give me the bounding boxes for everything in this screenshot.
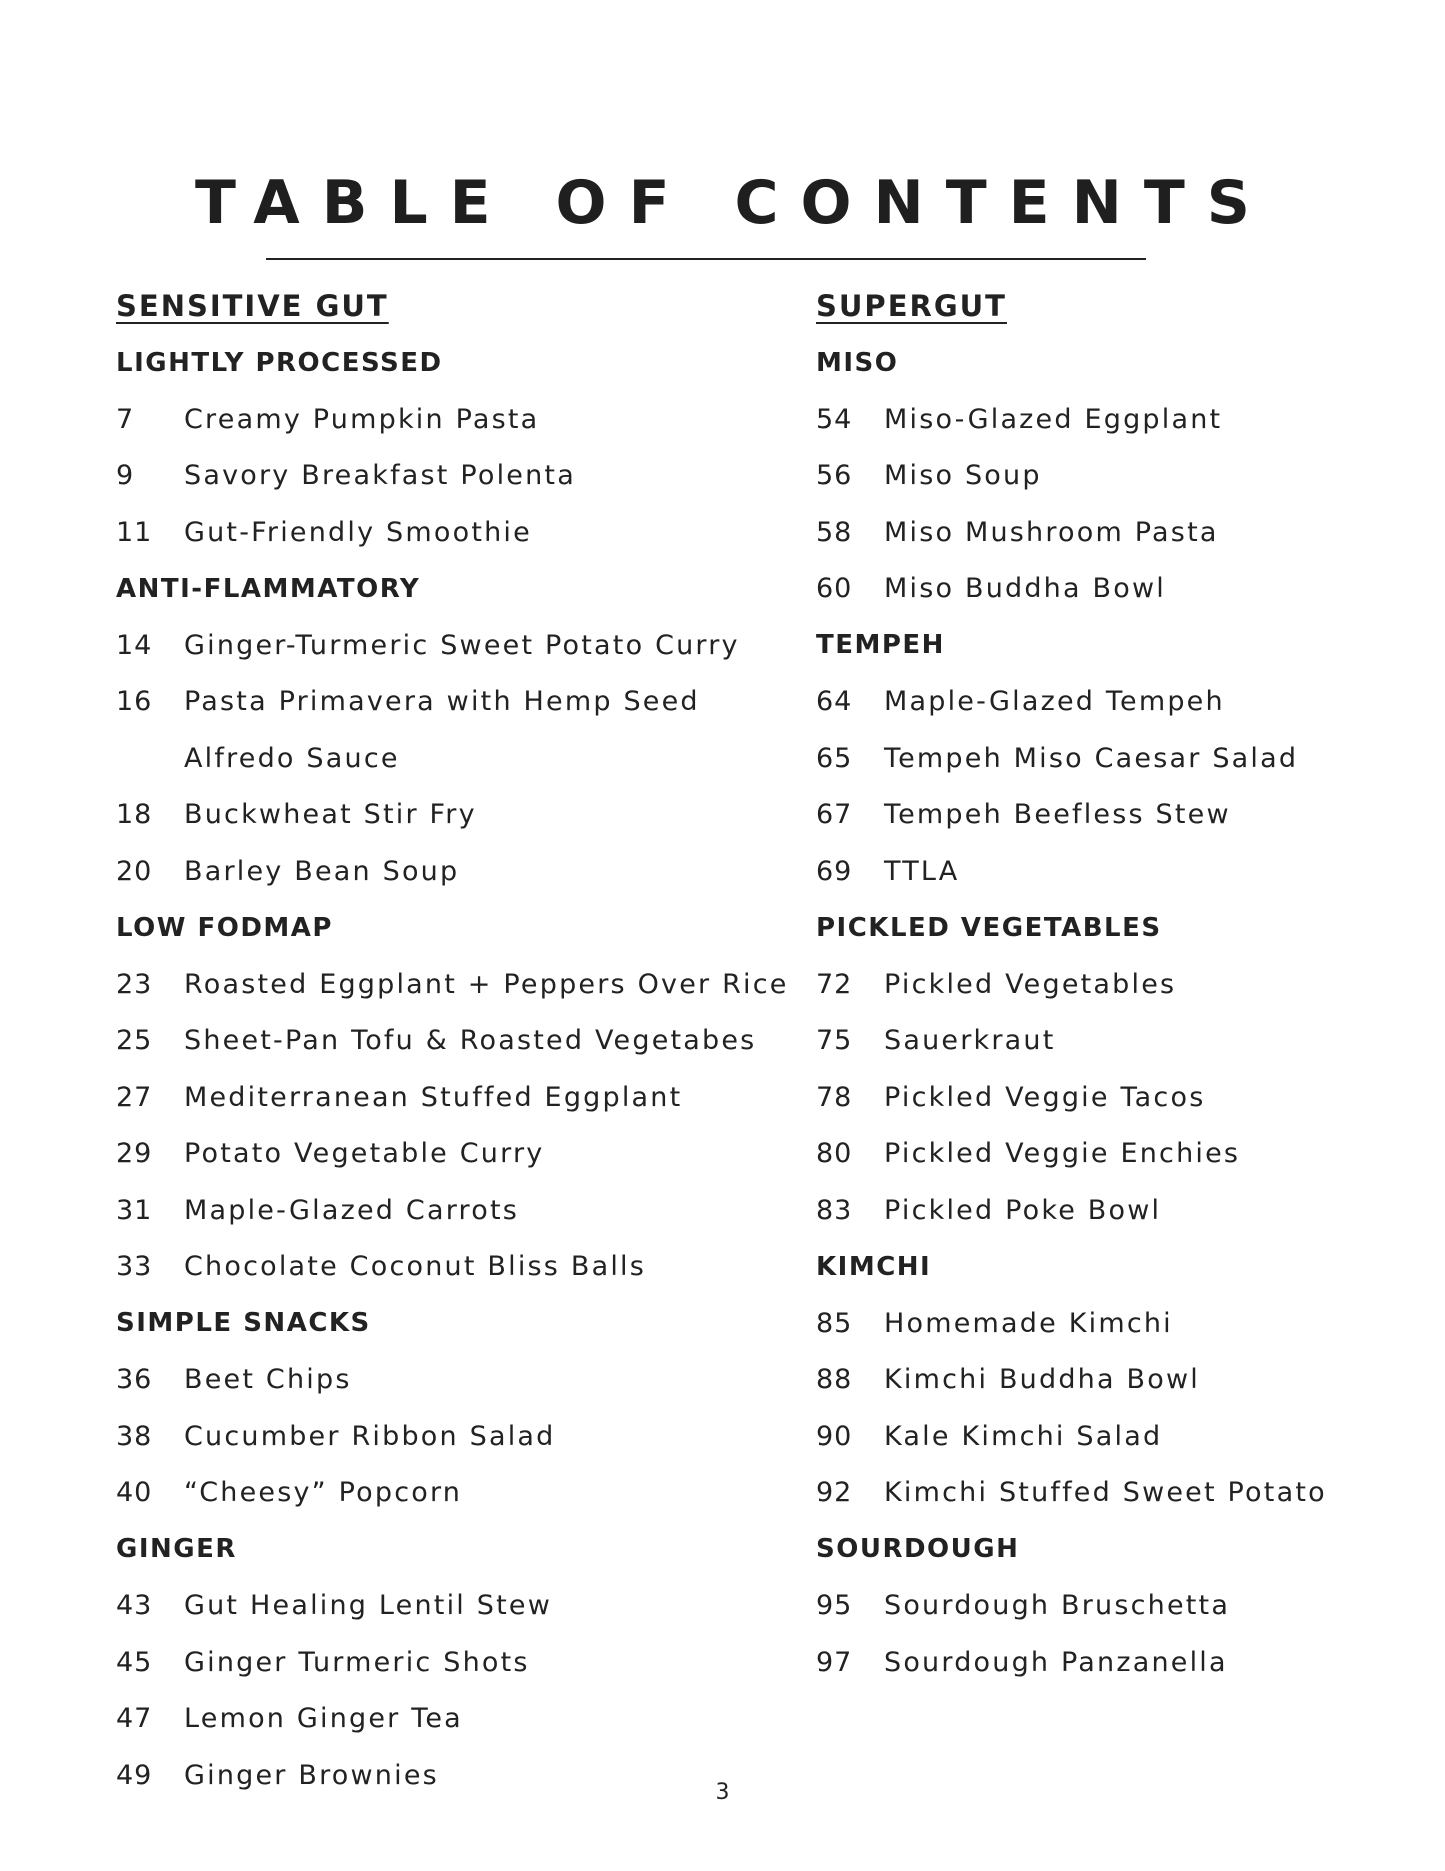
toc-entry[interactable] xyxy=(816,1578,1416,1635)
toc-entry[interactable] xyxy=(116,1069,806,1126)
page-number: 54 xyxy=(816,403,853,435)
toc-entry[interactable] xyxy=(816,1013,1416,1070)
toc-entry[interactable] xyxy=(116,1578,806,1635)
right-column xyxy=(816,278,1416,1691)
page-number: 78 xyxy=(816,1081,853,1113)
toc-entry[interactable] xyxy=(816,956,1416,1013)
recipe-title: TTLA xyxy=(884,855,960,887)
page-number: 69 xyxy=(816,855,853,887)
recipe-title: Sourdough Bruschetta xyxy=(884,1590,1231,1622)
category-ginger: GINGER xyxy=(116,1534,237,1565)
recipe-title: Kale Kimchi Salad xyxy=(884,1420,1163,1452)
toc-entry[interactable] xyxy=(816,391,1416,448)
toc-entry[interactable] xyxy=(116,1013,806,1070)
recipe-title: Chocolate Coconut Bliss Balls xyxy=(184,1251,646,1283)
toc-entry[interactable] xyxy=(116,1182,806,1239)
page-number: 9 xyxy=(116,460,135,492)
page-number: 64 xyxy=(816,686,853,718)
recipe-title: Maple-Glazed Tempeh xyxy=(884,686,1225,718)
recipe-title: Sheet-Pan Tofu & Roasted Vegetabes xyxy=(184,1025,757,1057)
page-number: 97 xyxy=(816,1646,853,1678)
recipe-title: Kimchi Buddha Bowl xyxy=(884,1364,1200,1396)
recipe-title: Gut-Friendly Smoothie xyxy=(184,516,532,548)
page-number: 72 xyxy=(816,968,853,1000)
recipe-title: Buckwheat Stir Fry xyxy=(184,799,477,831)
toc-entry[interactable] xyxy=(816,674,1416,731)
page-number: 67 xyxy=(816,799,853,831)
recipe-title: Homemade Kimchi xyxy=(884,1307,1173,1339)
recipe-title: Beet Chips xyxy=(184,1364,352,1396)
category-tempeh: TEMPEH xyxy=(816,630,945,661)
recipe-title: Potato Vegetable Curry xyxy=(184,1138,545,1170)
category-lightly-processed: LIGHTLY PROCESSED xyxy=(116,347,443,378)
recipe-title: Pickled Veggie Enchies xyxy=(884,1138,1241,1170)
toc-entry[interactable] xyxy=(816,1126,1416,1183)
recipe-title: Roasted Eggplant + Peppers Over Rice xyxy=(184,968,789,1000)
recipe-title: Pickled Vegetables xyxy=(884,968,1177,1000)
category-miso: MISO xyxy=(816,347,899,378)
page-number: 7 xyxy=(116,403,135,435)
recipe-title: Lemon Ginger Tea xyxy=(184,1703,463,1735)
recipe-title: Cucumber Ribbon Salad xyxy=(184,1420,556,1452)
page-number: 83 xyxy=(816,1194,853,1226)
toc-entry[interactable] xyxy=(116,1465,806,1522)
recipe-title: Pickled Veggie Tacos xyxy=(884,1081,1206,1113)
page-number: 80 xyxy=(816,1138,853,1170)
toc-entry-continuation[interactable] xyxy=(116,730,806,787)
page-number: 25 xyxy=(116,1025,153,1057)
recipe-title: Creamy Pumpkin Pasta xyxy=(184,403,540,435)
title-divider xyxy=(266,258,1146,260)
toc-entry[interactable] xyxy=(116,1634,806,1691)
recipe-title: Ginger Turmeric Shots xyxy=(184,1646,530,1678)
page-number: 23 xyxy=(116,968,153,1000)
page-number: 85 xyxy=(816,1307,853,1339)
toc-entry[interactable] xyxy=(816,1634,1416,1691)
toc-entry[interactable] xyxy=(816,1352,1416,1409)
toc-entry[interactable] xyxy=(816,843,1416,900)
toc-entry[interactable] xyxy=(116,1239,806,1296)
toc-entry[interactable] xyxy=(816,730,1416,787)
category-low-fodmap: LOW FODMAP xyxy=(116,912,333,943)
toc-entry[interactable] xyxy=(116,674,806,731)
page-number: 90 xyxy=(816,1420,853,1452)
recipe-title: “Cheesy” Popcorn xyxy=(184,1477,463,1509)
toc-entry[interactable] xyxy=(116,1352,806,1409)
page-number: 16 xyxy=(116,686,153,718)
section-heading-supergut: SUPERGUT xyxy=(816,289,1007,324)
page-number: 58 xyxy=(816,516,853,548)
recipe-title: Mediterranean Stuffed Eggplant xyxy=(184,1081,683,1113)
recipe-title: Sourdough Panzanella xyxy=(884,1646,1228,1678)
toc-entry[interactable] xyxy=(116,1408,806,1465)
page-number: 49 xyxy=(116,1759,153,1791)
toc-entry[interactable] xyxy=(116,787,806,844)
toc-entry[interactable] xyxy=(116,448,806,505)
page-number: 45 xyxy=(116,1646,153,1678)
category-simple-snacks: SIMPLE SNACKS xyxy=(116,1308,371,1339)
page-number: 92 xyxy=(816,1477,853,1509)
recipe-title: Barley Bean Soup xyxy=(184,855,460,887)
page-number: 56 xyxy=(816,460,853,492)
recipe-title: Pasta Primavera with Hemp Seed xyxy=(184,686,700,718)
page-number: 95 xyxy=(816,1590,853,1622)
page-number: 75 xyxy=(816,1025,853,1057)
toc-entry[interactable] xyxy=(816,787,1416,844)
toc-entry[interactable] xyxy=(816,1408,1416,1465)
recipe-title-continued: Alfredo Sauce xyxy=(184,742,400,774)
toc-entry[interactable] xyxy=(816,1182,1416,1239)
recipe-title: Gut Healing Lentil Stew xyxy=(184,1590,552,1622)
recipe-title: Miso Buddha Bowl xyxy=(884,573,1166,605)
page-number: 43 xyxy=(116,1590,153,1622)
page-number: 20 xyxy=(116,855,153,887)
toc-entry[interactable] xyxy=(816,504,1416,561)
page-number: 65 xyxy=(816,742,853,774)
toc-entry[interactable] xyxy=(116,617,806,674)
section-heading-sensitive-gut: SENSITIVE GUT xyxy=(116,289,389,324)
page-number: 38 xyxy=(116,1420,153,1452)
toc-entry[interactable] xyxy=(116,391,806,448)
recipe-title: Pickled Poke Bowl xyxy=(884,1194,1162,1226)
toc-entry[interactable] xyxy=(116,843,806,900)
toc-entry[interactable] xyxy=(816,1295,1416,1352)
toc-entry[interactable] xyxy=(116,956,806,1013)
recipe-title: Miso Mushroom Pasta xyxy=(884,516,1219,548)
page-number: 88 xyxy=(816,1364,853,1396)
toc-entry[interactable] xyxy=(116,1691,806,1748)
toc-entry[interactable] xyxy=(816,561,1416,618)
toc-entry[interactable] xyxy=(116,504,806,561)
recipe-title: Miso-Glazed Eggplant xyxy=(884,403,1223,435)
left-column xyxy=(116,278,806,1804)
page-number: 36 xyxy=(116,1364,153,1396)
page-number: 40 xyxy=(116,1477,153,1509)
toc-entry[interactable] xyxy=(816,1465,1416,1522)
page-number: 11 xyxy=(116,516,153,548)
recipe-title: Maple-Glazed Carrots xyxy=(184,1194,520,1226)
page-number: 31 xyxy=(116,1194,153,1226)
category-sourdough: SOURDOUGH xyxy=(816,1534,1020,1565)
recipe-title: Ginger-Turmeric Sweet Potato Curry xyxy=(184,629,740,661)
page-number: 29 xyxy=(116,1138,153,1170)
recipe-title: Miso Soup xyxy=(884,460,1042,492)
page-number: 18 xyxy=(116,799,153,831)
page-number: 60 xyxy=(816,573,853,605)
recipe-title: Tempeh Beefless Stew xyxy=(884,799,1231,831)
toc-entry[interactable] xyxy=(816,1069,1416,1126)
recipe-title: Sauerkraut xyxy=(884,1025,1056,1057)
page-title: TABLE OF CONTENTS xyxy=(195,168,1272,238)
toc-entry[interactable] xyxy=(116,1126,806,1183)
recipe-title: Tempeh Miso Caesar Salad xyxy=(884,742,1299,774)
recipe-title: Kimchi Stuffed Sweet Potato xyxy=(884,1477,1327,1509)
page-number: 47 xyxy=(116,1703,153,1735)
category-kimchi: KIMCHI xyxy=(816,1251,932,1282)
recipe-title: Ginger Brownies xyxy=(184,1759,439,1791)
page-number: 33 xyxy=(116,1251,153,1283)
page-footer-number: 3 xyxy=(715,1780,730,1805)
page-number: 14 xyxy=(116,629,153,661)
recipe-title: Savory Breakfast Polenta xyxy=(184,460,576,492)
page-number: 27 xyxy=(116,1081,153,1113)
category-anti-flammatory: ANTI-FLAMMATORY xyxy=(116,573,421,604)
category-pickled-vegetables: PICKLED VEGETABLES xyxy=(816,912,1162,943)
toc-entry[interactable] xyxy=(816,448,1416,505)
